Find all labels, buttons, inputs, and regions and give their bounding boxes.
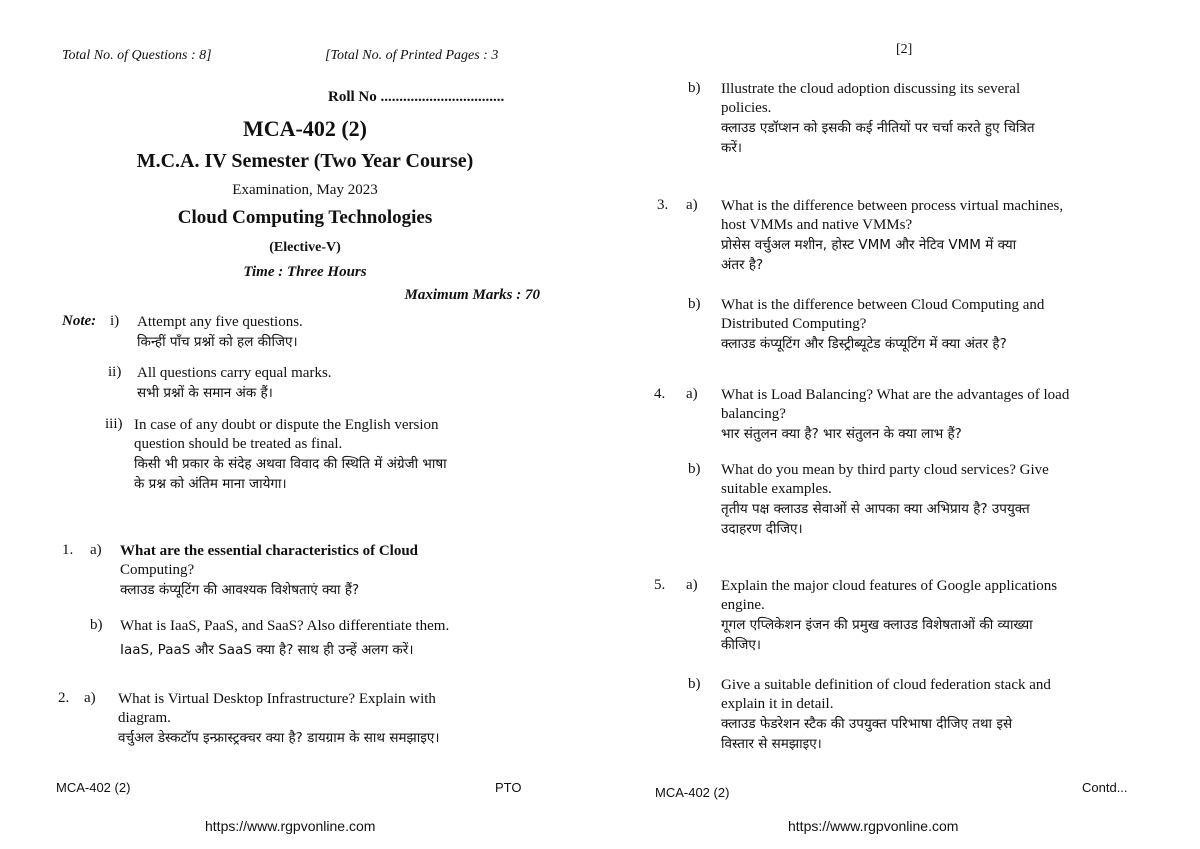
question-text-en: Explain the major cloud features of Google applications [721,578,1058,594]
page-number: [2] [896,42,913,57]
footer-code: MCA-402 (2) [56,780,131,795]
note-text-en: All questions carry equal marks. [137,365,332,381]
question-text-en: engine. [721,597,765,613]
question-1b [120,617,449,660]
part-label: b) [90,617,103,633]
note-item [137,364,332,403]
question-text-en: suitable examples. [721,481,832,497]
note-item [137,313,303,352]
question-text-en: diagram. [118,710,171,726]
question-text-hi: करें। [721,140,743,156]
question-text-en: What are the essential characteristics of Cloud [120,543,419,559]
question-text-hi: विस्तार से समझाइए। [721,736,822,752]
part-label: b) [688,461,701,477]
question-text-en: What is the difference between Cloud Computing and [721,297,1045,313]
question-text-hi: क्लाउड कंप्यूटिंग और डिस्ट्रीब्यूटेड कंप्यूटिंग में क्या अंतर है? [721,336,1007,352]
note-label: Note: [62,313,97,329]
question-text-en: What is the difference between process virtual machines, [721,198,1064,214]
question-5b [721,676,1051,754]
question-text-en: Distributed Computing? [721,316,867,332]
part-label: b) [688,676,701,692]
question-text-en: host VMMs and native VMMs? [721,217,913,233]
question-number: 5. [654,577,666,593]
part-label: a) [686,577,698,593]
paper-code: MCA-402 (2) [242,116,368,141]
footer-pto: PTO [495,780,522,795]
question-text-en: What do you mean by third party cloud services? Give [721,462,1049,478]
footer-contd: Contd... [1082,780,1128,795]
part-label: a) [686,197,698,213]
note-text-hi: के प्रश्न को अंतिम माना जायेगा। [134,476,287,492]
question-text-hi: कीजिए। [721,637,761,653]
note-num: ii) [108,364,122,380]
question-text-hi: क्लाउड कंप्यूटिंग की आवश्यक विशेषताएं क्या हैं? [120,582,360,598]
question-3a [721,197,1063,275]
part-label: b) [688,80,701,96]
question-number: 4. [654,386,666,402]
question-text-en: What is Virtual Desktop Infrastructure? Explain with [118,691,436,707]
question-4b [721,461,1049,539]
note-num: iii) [105,416,123,432]
question-text-en: Illustrate the cloud adoption discussing its several [721,81,1021,97]
question-text-en: policies. [721,100,772,116]
question-2a [118,690,439,748]
question-5a [721,577,1057,655]
question-text-hi: IaaS, PaaS और SaaS क्या है? साथ ही उन्हें अलग करें। [120,642,414,658]
question-1a [120,542,418,600]
question-text-hi: क्लाउड एडॉप्शन को इसकी कई नीतियों पर चर्चा करते हुए चित्रित [721,120,1035,136]
note-num: i) [110,313,120,329]
question-number: 3. [657,197,669,213]
total-questions: Total No. of Questions : 8] [62,48,212,63]
source-url[interactable]: https://www.rgpvonline.com [205,818,376,834]
part-label: a) [686,386,698,402]
note-text-en: Attempt any five questions. [137,314,303,330]
question-4a [721,386,1069,444]
question-text-hi: वर्चुअल डेस्कटॉप इन्फ्रास्ट्रक्चर क्या है? डायग्राम के साथ समझाइए। [118,730,440,746]
question-text-hi: प्रोसेस वर्चुअल मशीन, होस्ट VMM और नेटिव VMM में क्या [721,237,1017,253]
note-item [134,416,447,494]
question-text-en: What is IaaS, PaaS, and SaaS? Also differentiate them. [120,618,450,634]
question-text-hi: भार संतुलन क्या है? भार संतुलन के क्या लाभ हैं? [721,426,962,442]
note-text-hi: सभी प्रश्नों के समान अंक हैं। [137,385,273,401]
subject-title: Cloud Computing Technologies [177,207,433,228]
question-text-en: What is Load Balancing? What are the advantages of load [721,387,1070,403]
exam-session: Examination, May 2023 [232,182,378,198]
part-label: b) [688,296,701,312]
right-page [600,0,1200,849]
question-text-hi: तृतीय पक्ष क्लाउड सेवाओं से आपका क्या अभिप्राय है? उपयुक्त [721,501,1030,517]
question-text-en: Computing? [120,562,195,578]
question-text-en: balancing? [721,406,786,422]
roll-no: Roll No ................................. [328,89,505,105]
question-text-en: Give a suitable definition of cloud federation stack and [721,677,1051,693]
note-text-hi: किन्हीं पाँच प्रश्नों को हल कीजिए। [137,334,298,350]
footer-code: MCA-402 (2) [655,785,730,800]
question-text-hi: उदाहरण दीजिए। [721,521,803,537]
part-label: a) [90,542,102,558]
question-number: 2. [58,690,70,706]
question-text-en: explain it in detail. [721,696,834,712]
note-text-hi: किसी भी प्रकार के संदेह अथवा विवाद की स्थिति में अंग्रेजी भाषा [134,456,447,472]
part-label: a) [84,690,96,706]
question-3b [721,296,1044,354]
total-pages: [Total No. of Printed Pages : 3 [325,48,499,63]
maximum-marks: Maximum Marks : 70 [404,287,540,303]
question-text-hi: क्लाउड फेडरेशन स्टैक की उपयुक्त परिभाषा दीजिए तथा इसे [721,716,1013,732]
time-allowed: Time : Three Hours [243,264,367,280]
question-text-hi: अंतर है? [721,257,764,273]
question-1b-cont [721,80,1035,158]
elective-label: (Elective-V) [269,240,341,255]
course-title: M.C.A. IV Semester (Two Year Course) [136,150,474,172]
question-number: 1. [62,542,74,558]
source-url[interactable]: https://www.rgpvonline.com [788,818,959,834]
note-text-en: In case of any doubt or dispute the English version [134,417,439,433]
question-text-hi: गूगल एप्लिकेशन इंजन की प्रमुख क्लाउड विशेषताओं की व्याख्या [721,617,1033,633]
note-text-en: question should be treated as final. [134,436,343,452]
